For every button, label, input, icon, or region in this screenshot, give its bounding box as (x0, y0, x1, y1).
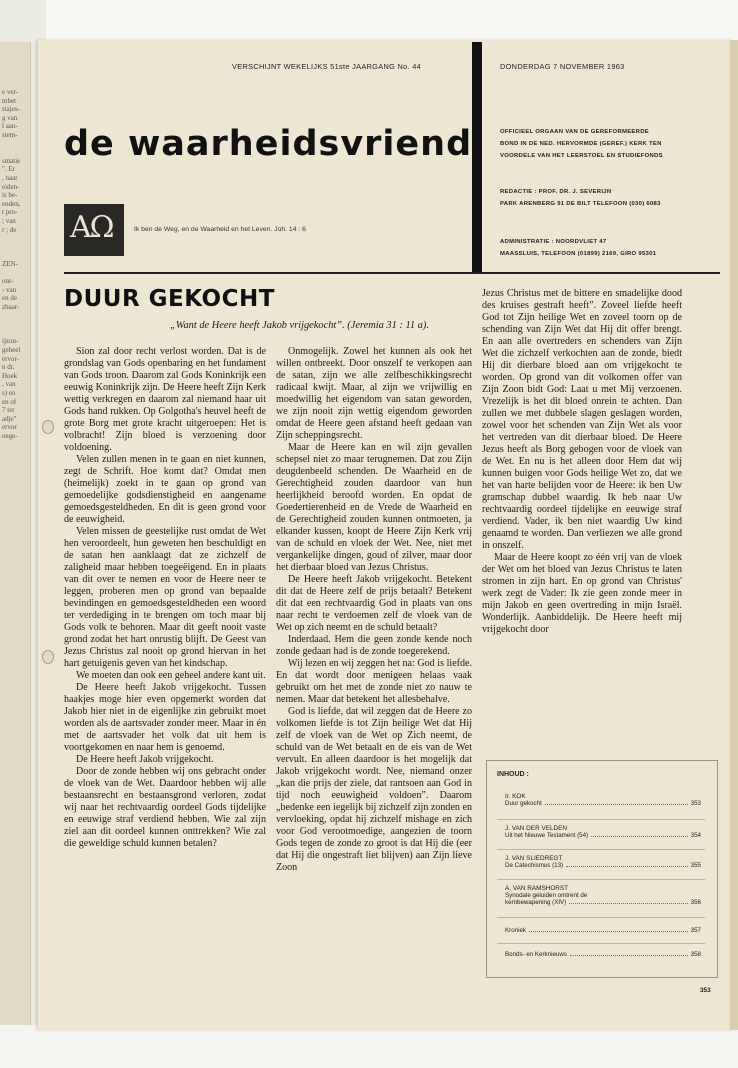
strip-fragment: smatie (2, 156, 21, 165)
strip-fragment: ervor- (2, 354, 19, 363)
strip-fragment: eiden- (2, 182, 20, 191)
issue-info: VERSCHIJNT WEKELIJKS 51ste JAARGANG No. 44 (232, 62, 422, 71)
strip-fragment: s) en (2, 389, 16, 397)
paragraph: Door de zonde hebben wij ons gebracht onder de vloek van de Wet. Daardoor hebben wij alle bestaansrecht en bestaansgrond verloren, zodat wij naar het rechtvaardig oordeel Gods tijdelijke en eeuwige straf verdiend hebben. Wie zal zijn ziel aan dit oordeel kunnen onttrekken? Wie zal die geweldige schuld kunnen betalen? (64, 766, 266, 849)
toc-page: 356 (690, 899, 701, 906)
article-subtitle: „Want de Heere heeft Jakob vrijgekocht”. (Jeremia 31 : 11 a). (170, 320, 429, 331)
toc-title: Uit het Nieuwe Testament (54) (505, 832, 589, 839)
administration-info: ADMINISTRATIE : NOORDVLIET 47 MAASSLUIS, TELEFOON (01899) 2169, GIRO 95301 (500, 239, 657, 257)
header-rule (64, 272, 720, 274)
strip-fragment: , naar (2, 174, 18, 182)
toc-entry (505, 927, 701, 934)
strip-fragment: oege- (2, 432, 18, 440)
toc-divider (497, 819, 705, 820)
masthead-title: de waarheidsvriend (64, 124, 473, 164)
toc-page: 353 (690, 800, 701, 807)
strip-fragment: en of (2, 397, 17, 406)
scan-bottom (0, 1025, 738, 1068)
strip-fragment: enden, (2, 199, 21, 208)
strip-fragment: ; van (2, 217, 16, 225)
toc-divider (497, 879, 705, 880)
toc-author: A. VAN RAMSHORST (505, 885, 569, 892)
strip-fragment: l aan- (2, 122, 18, 131)
strip-fragment: t pro- (2, 208, 18, 217)
toc-page: 357 (690, 927, 701, 934)
strip-fragment: g van (2, 113, 18, 122)
toc-entry (505, 855, 701, 869)
toc-entry (505, 793, 701, 807)
toc-page: 354 (690, 832, 701, 839)
strip-fragment: en de (2, 294, 17, 303)
strip-fragment: stajes- (2, 105, 20, 114)
paragraph: De Heere heeft Jakob vrijgekocht. (76, 754, 214, 765)
strip-fragment: is be- (2, 191, 18, 200)
article-column-2 (276, 346, 472, 874)
article-title: DUUR GEKOCHT (64, 286, 275, 312)
article-column-3 (482, 288, 682, 636)
header-divider (472, 42, 482, 274)
strip-fragment: zbaar- (2, 303, 20, 311)
toc-title: De Catechismus (13) (505, 862, 564, 869)
toc-title: Bonds- en Kerknieuws (505, 951, 567, 958)
strip-fragment: n dr. (2, 363, 15, 372)
strip-fragment: - van (2, 285, 17, 294)
paragraph: Onmogelijk. Zowel het kunnen als ook het willen ontbreekt. Door onszelf te verkopen aan de satan, zijn we alle zelfbeschikkingsrecht radicaal kwijt. Maar, al zijn we vrijwillig en moedwillig het eigendom van satan geworden, we zijn nooit zijn wettig eigendom geworden omdat de Heere geen afstand heeft gedaan van Zijn scheppingsrecht. (276, 346, 472, 441)
paragraph: Velen missen de geestelijke rust omdat de Wet hen veroordeelt, hun geweten hen beschuldigt en de satan hen aanklaagt dat ze zichzelf de zaligheid maar hebben toegeëigend. En in plaats van dit over te nemen en voor de Heere neer te leggen, proberen men op grond van bepaalde bevindingen en gemoedsgesteldheden een woord ter verdediging in te brengen om toch maar bij Gods volk te behoren. Maar dit geeft nooit vaste grond zodat het hart onrustig blijft. De Geest van Jezus Christus zal nooit op grond hiervan in het hart getuigenis geven van het kindschap. (64, 526, 266, 669)
motto: Ik ben de Weg, en de Waarheid en het Leven. Joh. 14 : 6 (134, 226, 306, 233)
strip-fragment: adje" (2, 414, 17, 423)
binding-hole (42, 650, 54, 664)
editorial-info: REDACTIE : PROF. DR. J. SEVERIJN PARK ARENBERG 91 DE BILT TELEFOON (030) 6083 (500, 189, 661, 207)
strip-fragment: ijzon- (2, 337, 19, 346)
paragraph: Velen zullen menen in te gaan en niet kunnen, zegt de Schrift. Hoe komt dat? Omdat men (heimelijk) zoekt in te gaan op grond van gemoedelijke godsdienstigheid en aangename gemoedsgesteldheden. En dit is geen grond voor de eeuwigheid. (64, 454, 266, 525)
strip-fragment: r ; de (2, 225, 17, 234)
previous-page-strip (0, 42, 31, 1027)
paragraph: God is liefde, dat wil zeggen dat de Heere zo volkomen liefde is tot Zijn heilige Wet dat Hij zelf de vloek van de Wet op Zich neemt, de schuld van de Wet betaalt en de eis van de Wet vervult. En alleen daardoor is het mogelijk dat Jakob vrijgekocht wordt. Nee, niemand onzer „kan die prijs der ziele, dat rantsoen aan God in tijd noch eeuwigheid voldoen”. Daarom „bedenke een iegelijk bij zichzelf zijn zonden en vervloeking, opdat hij zichzelf mishage en zich voor God verootmoedige, aangezien de toorn Gods tegen de zonde zo groot is dat Hij die (eer dat Hij die ongestraft liet blijven) aan Zijn lieve Zoon (276, 706, 472, 873)
toc-author: J. VAN SLIEDREGT (505, 855, 563, 862)
strip-fragment: 7 ter (2, 406, 15, 415)
toc-title: Kroniek (505, 927, 526, 934)
strip-fragment: , van (2, 380, 16, 389)
toc-entry (505, 951, 701, 958)
strip-fragment: stem- (2, 131, 18, 139)
toc-title-continued: kernbewapening (XIV) (505, 899, 567, 906)
paragraph: Maar de Heere kan en wil zijn gevallen schepsel niet zo maar terugnemen. Dat zou Zijn deugdenbeeld schenden. De Waarheid en de Gerechtigheid zouden daardoor van hun heerlijkheid beroofd worden. En opdat de Goedertierenheid en de Vrede de Waarheid en de Gerechtigheid zouden kunnen ontmoeten, ja elkander kussen, koopt de Heere Zijn Kerk vrij van de schuld en vloek der Wet. Nee, niet met vergankelijke dingen, goud of zilver, maar door het dierbaar bloed van Jezus Christus. (276, 442, 472, 573)
strip-fragment: e ver- (2, 88, 18, 96)
paragraph: Jezus Christus met de bittere en smadelijke dood des kruises gestraft heeft”. Zoveel liefde heeft God tot Zijn heilige Wet en zoveel toorn op de schending van Zijn Wet dat Hij dit offer brengt. En aan alle overtreders en schenders van Zijn Wet die zichzelf verkochten aan de zonde, biedt Hij dit dierbare bloed aan om vrijgekocht te worden. Op grond van dit volkomen offer van Zijn Zoon bidt God: Laat u met Mij verzoenen. Vrezelijk is het dit bloed onrein te achten. Dan zullen we met dubbele slagen geslagen worden, zowel voor het schenden van Zijn Wet als voor het vertreden van dit dierbaar bloed. De Heere Jezus heeft als Borg gebogen voor de vloek van de Wet. En nu is het alleen door Hem dat wij kunnen buigen voor Gods heilige Wet zo, dat we het van harte belijden voor de Heere: ik ben Uw gramschap dubbel waardig. Ik heb naar Uw rechtvaardig oordeel tijdelijke en eeuwige straf verdiend. Vader, ik ben niet waardig Uw kind genaamd te worden. Dan verliezen we alle grond in onszelf. (482, 288, 682, 551)
binding-hole (42, 420, 54, 434)
page-number: 353 (700, 987, 711, 994)
strip-fragment: Hoek (2, 371, 18, 380)
paragraph: Sion zal door recht verlost worden. Dat is de grondslag van Gods openbaring en het fundament van Gods troon. Daarom zal Gods Koninkrijk een eeuwig Koninkrijk zijn. De Heere heeft Zijn Kerk wettig verkregen en daarom zal niemand haar uit Gods hand rukken. Op Golgotha's heuvel heeft de grote Borg met grote kracht uitgeroepen: Het is volbracht! Zijn bloed is verzoening door voldoening. (64, 346, 266, 453)
table-of-contents (486, 760, 718, 978)
strip-fragment: ont- (2, 277, 14, 286)
strip-fragment: geheel (2, 346, 21, 354)
strip-fragment: ZEN- (2, 260, 18, 268)
toc-divider (497, 849, 705, 850)
toc-title: Synodale geluiden omtrent de (505, 892, 588, 899)
article-column-1 (64, 346, 266, 850)
toc-page: 355 (690, 862, 701, 869)
official-organ: OFFICIEEL ORGAAN VAN DE GEREFORMEERDE BOND IN DE NED. HERVORMDE (GEREF.) KERK TEN VOORDELE VAN HET LEERSTOEL EN STUDIEFONDS (500, 129, 663, 159)
toc-page: 358 (690, 951, 701, 958)
paragraph: We moeten dan ook een geheel andere kant uit. (76, 670, 266, 681)
paragraph: Wij lezen en wij zeggen het na: God is liefde. En dat wordt door menigeen helaas vaak gebruikt om het met de zonde niet zo nauw te nemen. Maar dat betekent het allesbehalve. (276, 658, 472, 705)
issue-date: DONDERDAG 7 NOVEMBER 1963 (500, 62, 625, 71)
strip-fragment: ". Er (2, 165, 15, 174)
toc-entry (505, 825, 701, 839)
toc-heading: INHOUD : (497, 771, 529, 778)
toc-title: Duur gekocht (505, 800, 542, 807)
page-edge (730, 40, 738, 1030)
alpha-omega-logo: ΑΩ (64, 204, 124, 256)
strip-fragment: ervor (2, 423, 17, 432)
paragraph: De Heere heeft Jakob vrijgekocht. Betekent dit dat de Heere zelf de prijs betaalt? Betekent dit dat een rechtvaardig God in plaats van ons naar recht te verdoemen zelf de vloek van de Wet op zich neemt en de schuld betaalt? (276, 574, 472, 633)
toc-author: Ir. KOK (505, 793, 526, 800)
paragraph: Inderdaad. Hem die geen zonde kende noch zonde gedaan had is de zonde toegerekend. (276, 634, 472, 657)
paragraph: De Heere heeft Jakob vrijgekocht. Tussen haakjes moge hier even opgemerkt worden dat Jakob hier niet in de eigenlijke zin gebruikt moet worden als de aartsvader zonder meer. Maar in én met de aartsvader het volk dat uit hem is voortgekomen en naar hem is genoemd. (64, 682, 266, 753)
toc-entry (505, 885, 701, 906)
toc-author: J. VAN DER VELDEN (505, 825, 568, 832)
toc-divider (497, 917, 705, 918)
paragraph: Maar de Heere koopt zo één vrij van de vloek der Wet om het bloed van Jezus Christus te laten stromen in zijn hart. En op grond van Christus' werk zegt de Vader: Ik zie geen zonde meer in mijn Jakob en geen overtreding in mijn Israël. Wonderlijk. Aanbiddelijk. De Heere heeft mij vrijgekocht door (482, 552, 682, 635)
strip-fragment: mber (2, 96, 17, 105)
toc-divider (497, 943, 705, 944)
